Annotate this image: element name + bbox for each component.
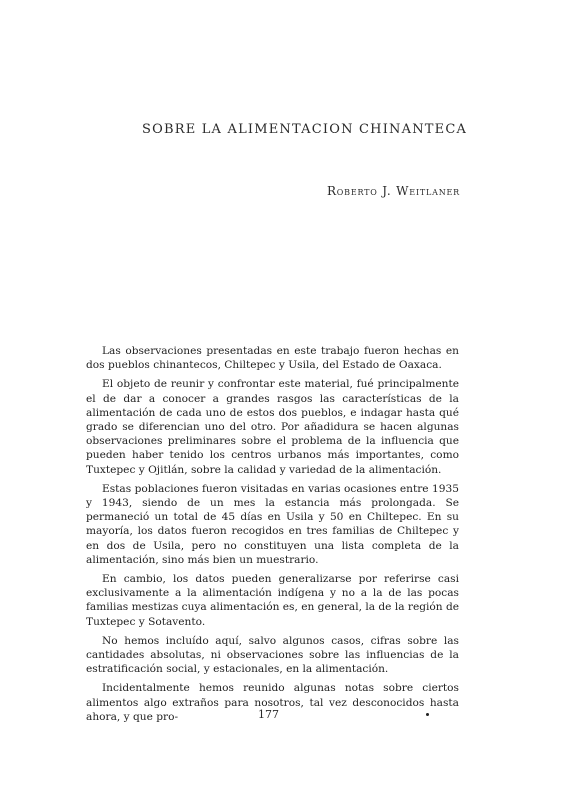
article-body: [86, 344, 459, 729]
paragraph: Estas poblaciones fueron visitadas en varias ocasiones entre 1935 y 1943, siendo de un mes la estancia más prolongada. Se permaneció un total de 45 días en Usila y 50 en Chiltepec. En su mayoría, los datos fueron recogidos en tres familias de Chiltepec y en dos de Usila, pero no constituyen una lista completa de la alimentación, sino más bien un muestrario.: [86, 482, 459, 566]
page-number: 177: [258, 708, 279, 721]
ink-speck: [426, 713, 429, 716]
paragraph: En cambio, los datos pueden generalizarse por referirse casi exclusivamente a la alimentación indígena y no a la de las pocas familias mestizas cuya alimentación es, en general, la de la región de Tuxtepec y Sotavento.: [86, 573, 460, 628]
paragraph: El objeto de reunir y confrontar este material, fué principalmente el de dar a conocer a grandes rasgos las características de la alimentación de cada uno de estos dos pueblos, e indagar hasta qué grado se diferencian uno del otro. Por añadidura se hacen algunas observaciones preliminares sobre el problema de la influencia que pueden haber tenido los centros urbanos más importantes, como Tuxtepec y Ojitlán, sobre la calidad y variedad de la alimentación.: [86, 378, 459, 476]
paragraph: Las observaciones presentadas en este trabajo fueron hechas en dos pueblos chinantecos, Chiltepec y Usila, del Estado de Oaxaca.: [86, 345, 459, 372]
paragraph: Incidentalmente hemos reunido algunas notas sobre ciertos alimentos algo extraños para nosotros, tal vez desconocidos hasta ahora, y que pro-: [86, 682, 459, 723]
article-author: Roberto J. Weitlaner: [326, 184, 460, 198]
article-title: SOBRE LA ALIMENTACION CHINANTECA: [142, 122, 468, 137]
paragraph: No hemos incluído aquí, salvo algunos casos, cifras sobre las cantidades absolutas, ni observaciones sobre las influencias de la estratificación social, y estacionales, en la alimentación.: [86, 634, 459, 676]
